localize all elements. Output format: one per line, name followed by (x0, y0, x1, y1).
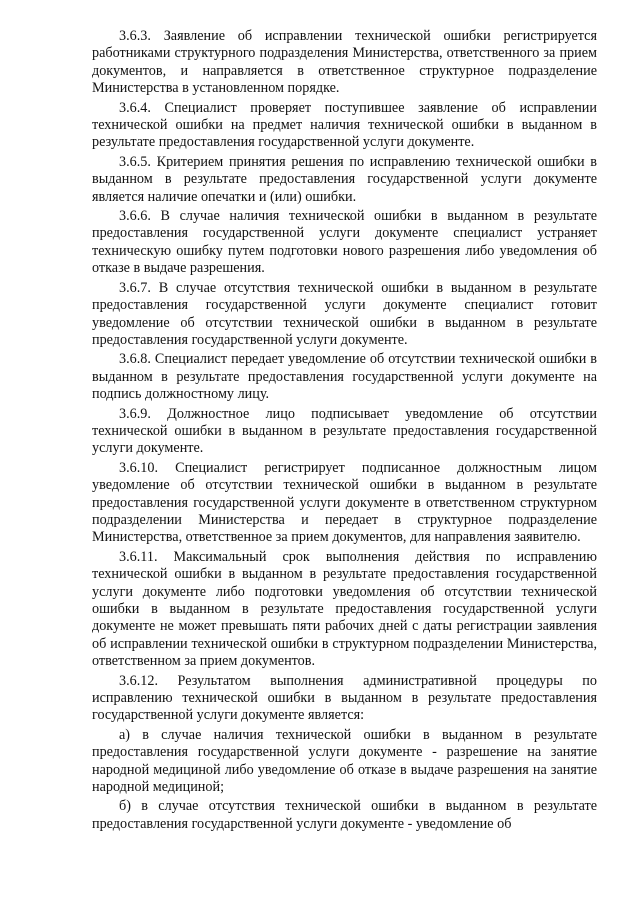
paragraph-3-6-9: 3.6.9. Должностное лицо подписывает уведомление об отсутствии технической ошибки в выданном в результате предоставления государственной услуги документе. (92, 405, 597, 457)
paragraph-3-6-12: 3.6.12. Результатом выполнения административной процедуры по исправлению технической ошибки в выданном в результате предоставления государственной услуги документе является: (92, 672, 597, 724)
paragraph-3-6-5: 3.6.5. Критерием принятия решения по исправлению технической ошибки в выданном в результате предоставления государственной услуги документе является наличие опечатки и (или) ошибки. (92, 153, 597, 205)
paragraph-3-6-10: 3.6.10. Специалист регистрирует подписанное должностным лицом уведомление об отсутствии технической ошибки в выданном в результате предоставления государственной услуги документе в ответственном структурном подразделении Министерства и передает в структурное подразделение Министерства, ответственное за прием документов, для направления заявителю. (92, 459, 597, 546)
paragraph-item-a: а) в случае наличия технической ошибки в выданном в результате предоставления государственной услуги документе - разрешение на занятие народной медициной либо уведомление об отказе в выдаче разрешения на занятие народной медициной; (92, 726, 597, 796)
paragraph-item-b: б) в случае отсутствия технической ошибки в выданном в результате предоставления государственной услуги документе - уведомление об (92, 798, 597, 832)
paragraph-3-6-3: 3.6.3. Заявление об исправлении технической ошибки регистрируется работниками структурного подразделения Министерства, ответственного за прием документов, и направляется в ответственное структурное подразделение Министерства в установленном порядке. (92, 28, 597, 97)
paragraph-3-6-8: 3.6.8. Специалист передает уведомление об отсутствии технической ошибки в выданном в результате предоставления государственной услуги документе на подпись должностному лицу. (92, 351, 597, 403)
paragraph-3-6-11: 3.6.11. Максимальный срок выполнения действия по исправлению технической ошибки в выданном в результате предоставления государственной услуги документе либо подготовки уведомления об отсутствии технической ошибки в выданном в результате предоставления государственной услуги документе не может превышать пяти рабочих дней с даты регистрации заявления об исправлении технической ошибки в структурном подразделении Министерства, ответственном за прием документов. (92, 548, 597, 670)
document-page (92, 28, 597, 835)
paragraph-3-6-6: 3.6.6. В случае наличия технической ошибки в выданном в результате предоставления государственной услуги документе специалист устраняет техническую ошибку путем подготовки нового разрешения либо уведомления об отказе в выдаче разрешения. (92, 208, 597, 277)
paragraph-3-6-7: 3.6.7. В случае отсутствия технической ошибки в выданном в результате предоставления государственной услуги документе специалист готовит уведомление об отсутствии технической ошибки в выданном в результате предоставления государственной услуги документе. (92, 279, 597, 348)
paragraph-3-6-4: 3.6.4. Специалист проверяет поступившее заявление об исправлении технической ошибки на предмет наличия технической ошибки в выданном в результате предоставления государственной услуги документе. (92, 99, 597, 151)
